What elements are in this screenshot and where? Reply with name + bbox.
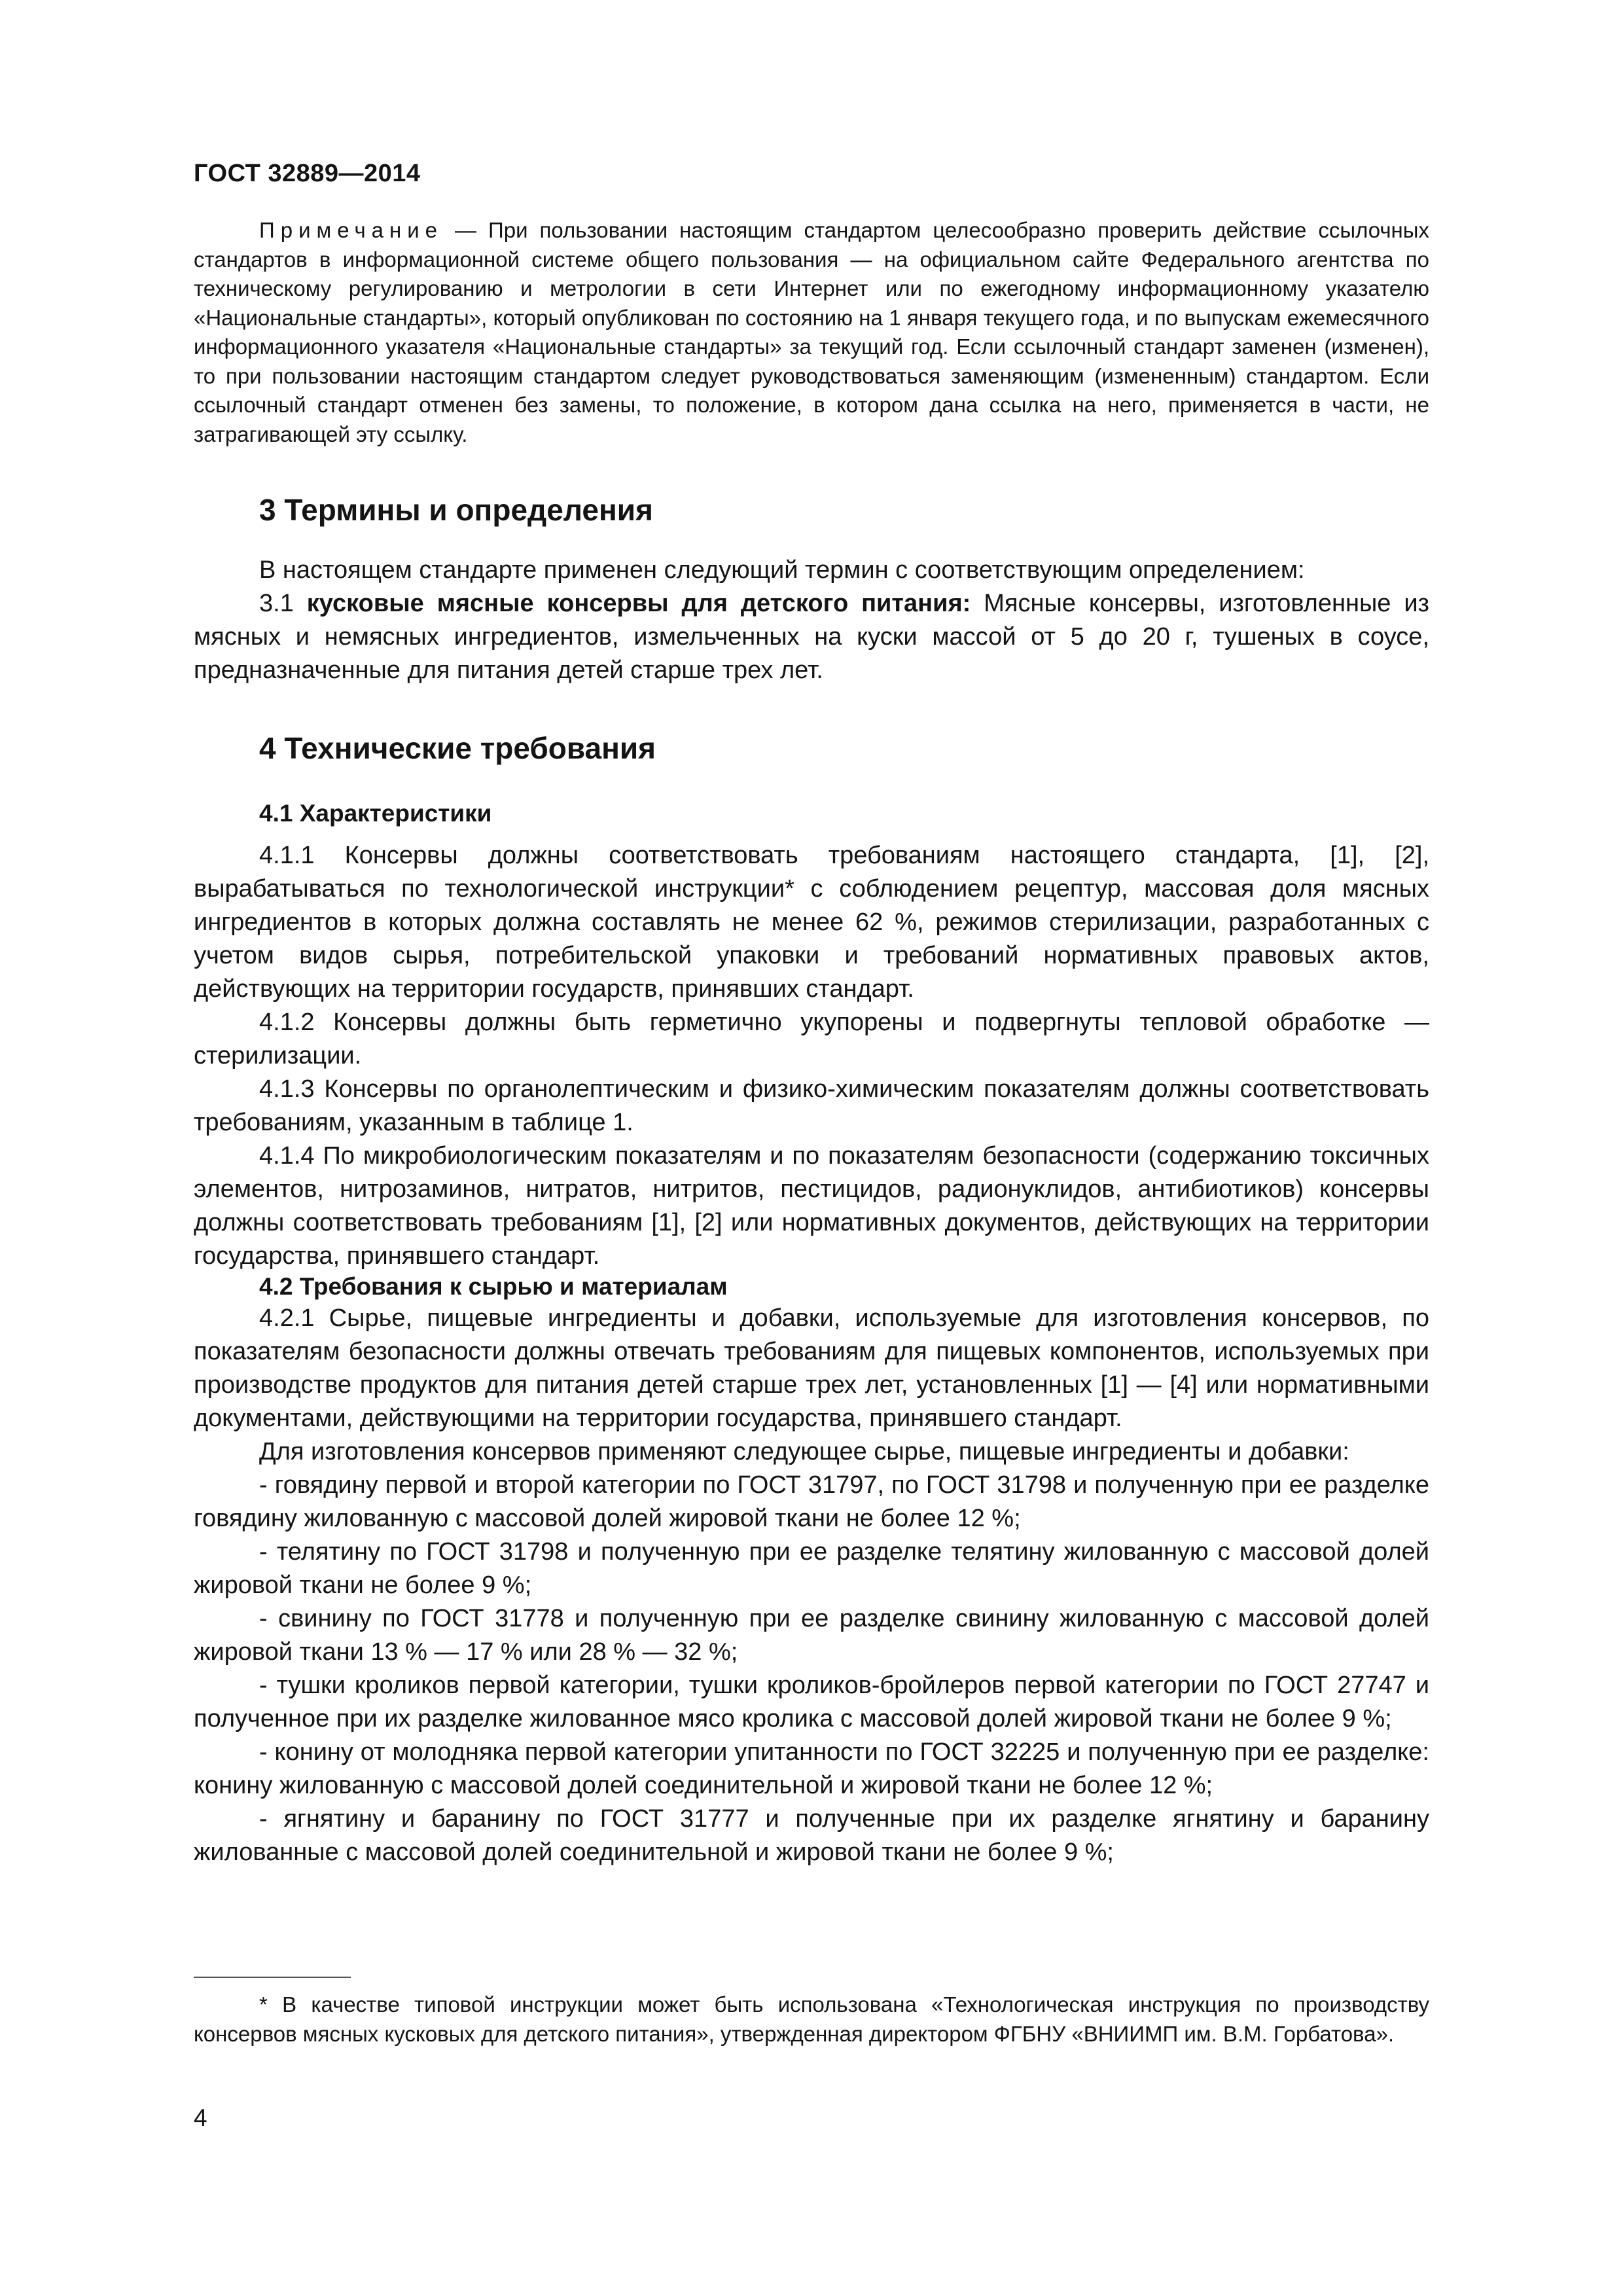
term-definition [194,587,1429,687]
section-4-heading: 4 Технические требования [259,731,656,765]
list-item-rabbit: - тушки кроликов первой категории, тушки кроликов-бройлеров первой категории по ГОСТ 27747 и полученное при их разделке жилованное мясо кролика с массовой долей жировой ткани не более 9 %; [194,1672,1429,1732]
list-item-pork: - свинину по ГОСТ 31778 и полученную при ее разделке свинину жилованную с массовой долей жировой ткани 13 % — 17 % или 28 % — 32 %; [194,1605,1429,1666]
paragraph-4-1-2: 4.1.2 Консервы должны быть герметично укупорены и подвергнуты тепловой обработке — стерилизации. [194,1009,1429,1069]
paragraph-4-1-3: 4.1.3 Консервы по органолептическим и физико-химическим показателям должны соответствовать требованиям, указанным в таблице 1. [194,1075,1429,1136]
paragraph-4-1-4: 4.1.4 По микробиологическим показателям и по показателям безопасности (содержанию токсичных элементов, нитрозаминов, нитратов, нитритов, пестицидов, радионуклидов, антибиотиков) консервы должны соответствовать требованиям [1], [2] или нормативных документов, действующих на территории государства, принявшего стандарт. [194,1142,1429,1270]
term-definition-text: Мясные консервы, изготовленные из мясных и немясных ингредиентов, измельченных на куски массой от 5 до 20 г, тушеных в соусе, предназначенные для питания детей старше трех лет. [194,590,1429,684]
subsection-4-1-heading: 4.1 Характеристики [259,800,492,827]
section-3-heading: 3 Термины и определения [259,493,653,527]
list-item-lamb: - ягнятину и баранину по ГОСТ 31777 и полученные при их разделке ягнятину и баранину жилованные с массовой долей соединительной и жировой ткани не более 9 %; [194,1805,1429,1866]
subsection-4-2-heading: 4.2 Требования к сырью и материалам [259,1273,728,1300]
reference-note [194,216,1429,449]
raw-materials-intro: Для изготовления консервов применяют следующее сырье, пищевые ингредиенты и добавки: [259,1438,1349,1465]
list-item-veal: - телятину по ГОСТ 31798 и полученную при ее разделке телятину жилованную с массовой долей жировой ткани не более 9 %; [194,1538,1429,1599]
document-code: ГОСТ 32889—2014 [194,160,421,187]
main-content [194,216,1429,1869]
note-label: Примечание [259,218,444,242]
section-3-intro: В настоящем стандарте применен следующий термин с соответствующим определением: [259,556,1305,584]
list-item-beef: - говядину первой и второй категории по ГОСТ 31797, по ГОСТ 31798 и полученную при ее разделке говядину жилованную с массовой долей жировой ткани не более 12 %; [194,1471,1429,1532]
paragraph-4-2-1: 4.2.1 Сырье, пищевые ингредиенты и добавки, используемые для изготовления консервов, по показателям безопасности должны отвечать требованиям для пищевых компонентов, используемых при производстве продуктов для питания детей старше трех лет, установленных [1] — [4] или нормативными документами, действующими на территории государства, принявшего стандарт. [194,1304,1429,1432]
footnote: * В качестве типовой инструкции может быть использована «Технологическая инструкция по производству консервов мясных кусковых для детского питания», утвержденная директором ФГБНУ «ВНИИМП им. В.М. Горбатова». [194,1992,1429,2046]
page-number: 4 [194,2104,207,2131]
paragraph-4-1-1: 4.1.1 Консервы должны соответствовать требованиям настоящего стандарта, [1], [2], вырабатываться по технологической инструкции* с соблюдением рецептур, массовая доля мясных ингредиентов в которых должна составлять не менее 62 %, режимов стерилизации, разработанных с учетом видов сырья, потребительской упаковки и требований нормативных правовых актов, действующих на территории государств, принявших стандарт. [194,842,1429,1003]
term-number: 3.1 [259,590,307,617]
footnote-divider [194,1977,351,1978]
list-item-horse-meat: - конину от молодняка первой категории упитанности по ГОСТ 32225 и полученную при ее разделке: конину жилованную с массовой долей соединительной и жировой ткани не более 12 %; [194,1738,1429,1799]
note-text: — При пользовании настоящим стандартом целесообразно проверить действие ссылочных стандартов в информационной системе общего пользования — на официальном сайте Федерального агентства по техническому регулированию и метрологии в сети Интернет или по ежегодному информационному указателю «Национальные стандарты», который опубликован по состоянию на 1 января текущего года, и по выпускам ежемесячного информационного указателя «Национальные стандарты» за текущий год. Если ссылочный стандарт заменен (изменен), то при пользовании настоящим стандартом следует руководствоваться заменяющим (измененным) стандартом. Если ссылочный стандарт отменен без замены, то положение, в котором дана ссылка на него, применяется в части, не затрагивающей эту ссылку. [194,218,1429,446]
term-name: кусковые мясные консервы для детского питания: [306,590,971,617]
